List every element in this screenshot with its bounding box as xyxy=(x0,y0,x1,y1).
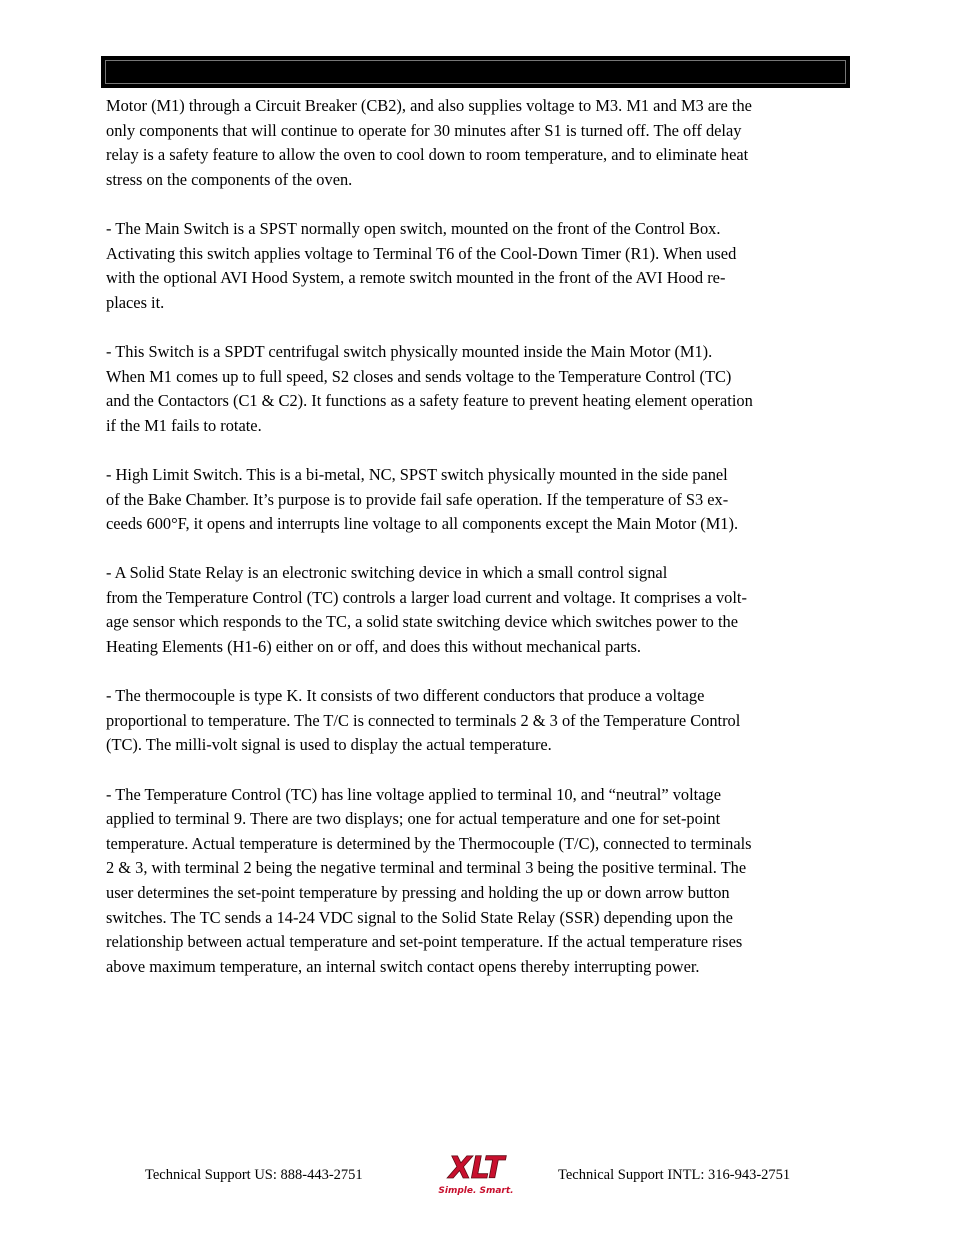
logo-wordmark: XLT xyxy=(448,1151,504,1186)
technical-support-us: Technical Support US: 888-443-2751 xyxy=(145,1167,363,1183)
paragraph-main-switch: - The Main Switch is a SPST normally open switch, mounted on the front of the Control Box. Activating this switch applies voltage to Terminal T6 of the Cool-Down Timer (R1). When used with the optional AVI Hood System, a remote switch mounted in the front of the AVI Hood re- places it. xyxy=(106,218,737,312)
technical-support-intl: Technical Support INTL: 316-943-2751 xyxy=(558,1167,791,1183)
paragraph-solid-state-relay: - A Solid State Relay is an electronic switching device in which a small control signal from the Temperature Control (TC) controls a larger load current and voltage. It comprises a volt- age sensor which responds to the TC, a solid state switching device which switches power to the Heating Elements (H1-6) either on or off, and does this without mechanical parts. xyxy=(106,563,747,657)
body-text xyxy=(106,94,856,1004)
page-footer xyxy=(0,1140,954,1200)
xlt-logo-icon xyxy=(428,1145,526,1197)
paragraph-main-motor: Motor (M1) through a Circuit Breaker (CB2), and also supplies voltage to M3. M1 and M3 are the only components that will continue to operate for 30 minutes after S1 is turned off. The off delay relay is a safety feature to allow the oven to cool down to room temperature, and to eliminate heat stress on the components of the oven. xyxy=(106,96,752,189)
logo-tagline: Simple. Smart. xyxy=(438,1186,514,1196)
paragraph-high-limit-switch: - High Limit Switch. This is a bi-metal, NC, SPST switch physically mounted in the side panel of the Bake Chamber. It’s purpose is to provide fail safe operation. If the temperature of S3 ex- ceeds 600°F, it opens and interrupts line voltage to all components except the Main Motor (M1). xyxy=(106,464,739,534)
paragraph-centrifugal-switch: - This Switch is a SPDT centrifugal switch physically mounted inside the Main Motor (M1). When M1 comes up to full speed, S2 closes and sends voltage to the Temperature Control (TC) and the Contactors (C1 & C2). It functions as a safety feature to prevent heating element operation if the M1 fails to rotate. xyxy=(106,341,753,435)
paragraph-thermocouple: - The thermocouple is type K. It consists of two different conductors that produce a voltage proportional to temperature. The T/C is connected to terminals 2 & 3 of the Temperature Control (TC). The milli-volt signal is used to display the actual temperature. xyxy=(106,686,741,755)
paragraph-temperature-control: - The Temperature Control (TC) has line voltage applied to terminal 10, and “neutral” voltage applied to terminal 9. There are two displays; one for actual temperature and one for set-point temperature. Actual temperature is determined by the Thermocouple (T/C), connected to terminals 2 & 3, with terminal 2 being the negative terminal and terminal 3 being the positive terminal. The user determines the set-point temperature by pressing and holding the up or down arrow button switches. The TC sends a 14-24 VDC signal to the Solid State Relay (SSR) depending upon the relationship between actual temperature and set-point temperature. If the actual temperature rises above maximum temperature, an internal switch contact opens thereby interrupting power. xyxy=(106,784,752,976)
header-bar-inner-border xyxy=(105,60,846,84)
section-header-bar xyxy=(101,56,850,88)
